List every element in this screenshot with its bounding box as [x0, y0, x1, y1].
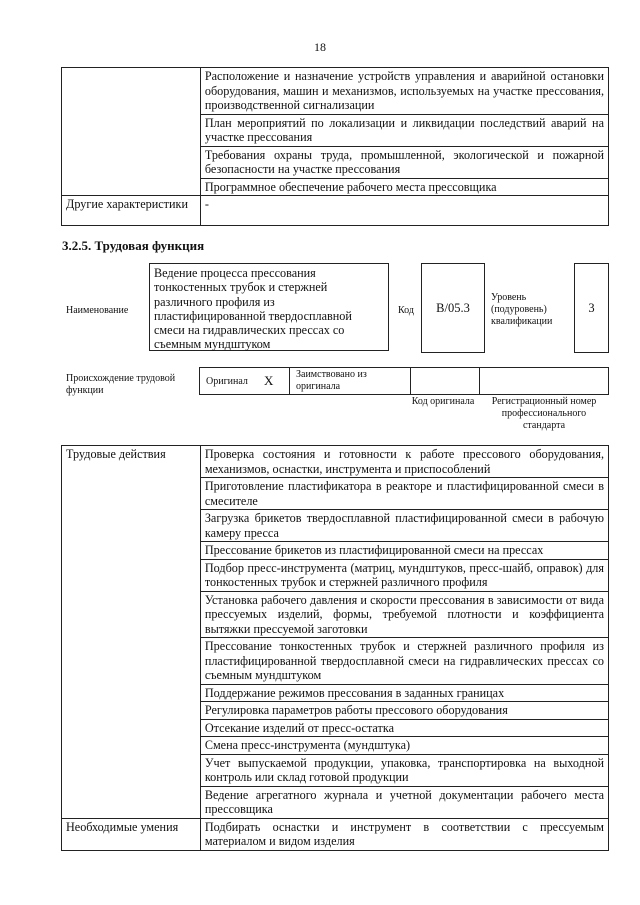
labor-action-row: Учет выпускаемой продукции, упаковка, транспортировка на выходной контроль или склад готовой продукции	[200, 754, 608, 786]
divider	[479, 368, 480, 394]
original-mark: X	[264, 373, 274, 388]
labor-action-row: Прессование тонкостенных трубок и стержней различного профиля из пластифицированной твердосплавной смеси на гидравлических прессах со съемным мундштуком	[200, 638, 608, 685]
labor-action-row: Прессование брикетов из пластифицированной смеси на прессах	[200, 542, 608, 560]
name-label: Наименование	[66, 305, 129, 316]
knowledge-row: Программное обеспечение рабочего места прессовщика	[200, 178, 608, 196]
knowledge-row: Расположение и назначение устройств управления и аварийной остановки оборудования, машин и механизмов, используемых на участке прессования, производственной сигнализации	[200, 68, 608, 115]
labor-action-row: Подбор пресс-инструмента (матриц, мундштуков, пресс-шайб, оправок) для тонкостенных трубок и стержней различного профиля	[200, 559, 608, 591]
origin-box	[199, 367, 609, 395]
labor-action-row: Регулировка параметров работы прессового оборудования	[200, 702, 608, 720]
divider	[410, 368, 411, 394]
labor-action-row: Проверка состояния и готовности к работе прессового оборудования, механизмов, оснастки, инструмента и приспособлений	[200, 446, 608, 478]
code-label: Код	[398, 305, 414, 316]
code-box: B/05.3	[421, 263, 485, 353]
labor-action-row: Отсекание изделий от пресс-остатка	[200, 719, 608, 737]
labor-action-row: Ведение агрегатного журнала и учетной документации рабочего места прессовщика	[200, 786, 608, 818]
borrowed-label: Заимствовано из оригинала	[296, 369, 367, 392]
section-heading: 3.2.5. Трудовая функция	[62, 238, 205, 253]
knowledge-row: План мероприятий по локализации и ликвидации последствий аварий на участке прессования	[200, 114, 608, 146]
skill-row: Подбирать оснастки и инструмент в соответствии с прессуемым материалом и видом изделия	[200, 818, 608, 850]
origin-label: Происхождение трудовой функции	[66, 373, 176, 396]
empty-label-cell	[62, 68, 201, 196]
labor-actions-label: Трудовые действия	[62, 446, 201, 819]
labor-action-row: Поддержание режимов прессования в заданных границах	[200, 684, 608, 702]
actions-table	[61, 445, 609, 851]
labor-action-row: Установка рабочего давления и скорости прессования в зависимости от вида прессуемых изделий, формы, требуемой плотности и коэффициента вытяжки прессуемой заготовки	[200, 591, 608, 638]
registration-number-caption: Регистрационный номер профессионального стандарта	[491, 396, 597, 431]
page-number: 18	[314, 40, 326, 54]
level-box: 3	[574, 263, 609, 353]
original-label: Оригинал	[206, 376, 248, 387]
skills-label: Необходимые умения	[62, 818, 201, 850]
divider	[289, 368, 290, 394]
other-characteristics-value: -	[200, 196, 608, 226]
labor-action-row: Загрузка брикетов твердосплавной пластифицированной смеси в рабочую камеру пресса	[200, 510, 608, 542]
other-characteristics-label: Другие характеристики	[62, 196, 201, 226]
knowledge-row: Требования охраны труда, промышленной, экологической и пожарной безопасности на участке прессования	[200, 146, 608, 178]
top-table	[61, 67, 609, 226]
function-name-box: Ведение процесса прессования тонкостенных трубок и стержней различного профиля из пластифицированной твердосплавной смеси на гидравлических прессах со съемным мундштуком	[149, 263, 389, 351]
level-label: Уровень (подуровень) квалификации	[491, 292, 553, 327]
code-original-caption: Код оригинала	[411, 396, 475, 407]
labor-action-row: Смена пресс-инструмента (мундштука)	[200, 737, 608, 755]
labor-action-row: Приготовление пластификатора в реакторе и пластифицированной смеси в смесителе	[200, 478, 608, 510]
